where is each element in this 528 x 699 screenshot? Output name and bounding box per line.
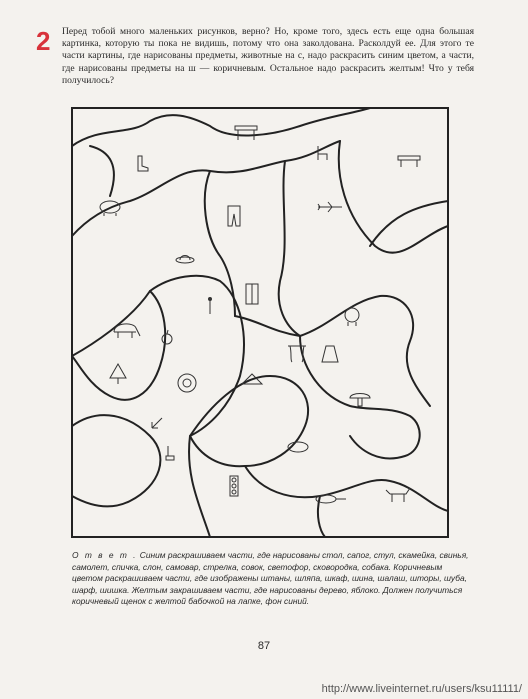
bench-icon: [398, 156, 420, 167]
region-outline: [205, 171, 235, 316]
region-outline: [72, 291, 165, 400]
region-outline: [72, 108, 370, 146]
apple-icon: [162, 330, 172, 344]
airplane-icon: [318, 202, 342, 212]
hat-icon: [176, 256, 194, 264]
tree-icon: [110, 364, 126, 384]
closet-icon: [246, 284, 258, 304]
tire-icon: [178, 374, 196, 392]
match-icon: [208, 297, 212, 314]
scoop-icon: [166, 446, 174, 460]
coloring-picture: [70, 106, 450, 539]
region-outline: [339, 141, 448, 253]
region-outline: [300, 336, 420, 458]
region-outline: [190, 376, 308, 466]
answer-body: Синим раскрашиваем части, где нарисованы стол, сапог, стул, скамейка, свинья, самолет, спичка, слон, самовар, стрелка, совок, светофор, сковородка, собака. Коричневым цветом раскрашиваем части, где изображены штаны, шляпа, шкаф, шина, шалаш, шторы, шуба, шарф, шишка. Желтым закрашиваем части, где нарисованы дерево, яблоко. Должен получиться коричневый щенок с желтой бабочкой на лапке, фон синий.: [72, 550, 469, 607]
trousers-icon: [228, 206, 240, 226]
boot-icon: [138, 156, 148, 171]
dog-icon: [386, 488, 410, 502]
page-number: 87: [257, 640, 271, 652]
mushroom-icon: [350, 394, 370, 407]
region-outline: [72, 415, 160, 506]
answer-text: [72, 550, 472, 608]
region-outline: [279, 161, 300, 336]
region-outline: [245, 466, 448, 511]
region-outline: [235, 296, 430, 406]
watermark: http://www.liveinternet.ru/users/ksu11111/: [321, 683, 522, 695]
task-text: Перед тобой много маленьких рисунков, верно? Но, кроме того, здесь есть еще одна большая картинка, которую ты пока не видишь, потому что она заколдована. Расколдуй ее. Для этого те части картины, где нарисованы предметы, животные на с, надо раскрасить синим цветом, а части, где нарисованы предметы на ш — коричневым. Остальное надо раскрасить желтым! Что у тебя получилось?: [62, 26, 474, 86]
arrow-icon: [152, 418, 162, 428]
traffic-light-icon: [230, 476, 238, 496]
curtains-icon: [288, 346, 306, 362]
region-outline: [150, 276, 244, 436]
elephant-icon: [114, 324, 140, 338]
fur-coat-icon: [322, 346, 338, 362]
table-icon: [235, 126, 257, 140]
answer-label: О т в е т .: [72, 550, 138, 560]
picture-frame: [72, 108, 448, 537]
task-number: 2: [36, 26, 51, 56]
